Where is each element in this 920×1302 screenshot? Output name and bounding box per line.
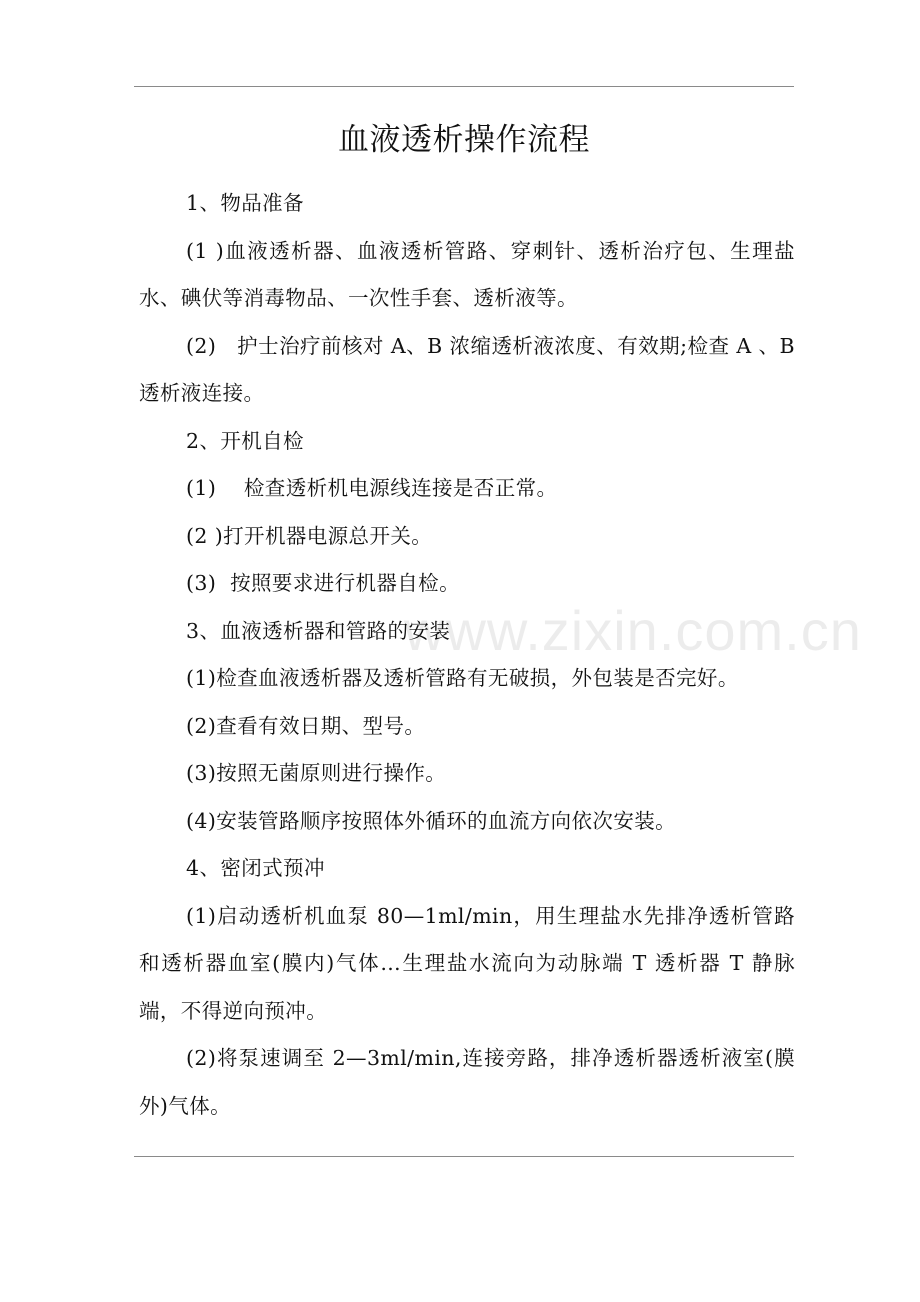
header-rule <box>134 86 794 87</box>
document-body <box>139 180 802 1130</box>
paragraph: (1 )血液透析器、血液透析管路、穿刺针、透析治疗包、生理盐水、碘伏等消毒物品、一次性手套、透析液等。 <box>139 238 795 310</box>
section-heading: 3、血液透析器和管路的安装 <box>186 618 451 643</box>
paragraph: (3)按照无菌原则进行操作。 <box>186 761 447 785</box>
section-heading: 2、开机自检 <box>186 428 304 453</box>
paragraph: (4)安装管路顺序按照体外循环的血流方向依次安装。 <box>186 808 677 833</box>
paragraph: (2 )打开机器电源总开关。 <box>186 523 433 548</box>
footer-rule <box>134 1156 794 1157</box>
paragraph: (1)启动透析机血泵 80—1ml/min，用生理盐水先排净透析管路和透析器血室(膜内)气体…生理盐水流向为动脉端 T 透析器 T 静脉端，不得逆向预冲。 <box>139 903 795 1023</box>
section-heading: 4、密闭式预冲 <box>186 856 325 880</box>
paragraph: (1)检查血液透析器及透析管路有无破损，外包装是否完好。 <box>186 666 739 690</box>
paragraph: (2)将泵速调至 2—3ml/min,连接旁路，排净透析器透析液室(膜外)气体。 <box>139 1046 795 1118</box>
paragraph: (2) 护士治疗前核对 A、B 浓缩透析液浓度、有效期;检查 A 、B 透析液连接。 <box>139 333 802 405</box>
document-title: 血液透析操作流程 <box>338 122 590 158</box>
watermark: www.zixin.com.cn <box>404 599 862 662</box>
paragraph: (2)查看有效日期、型号。 <box>186 713 426 738</box>
section-heading: 1、物品准备 <box>186 191 304 215</box>
paragraph: (3) 按照要求进行机器自检。 <box>186 571 460 595</box>
paragraph: (1) 检查透析机电源线连接是否正常。 <box>186 476 558 500</box>
